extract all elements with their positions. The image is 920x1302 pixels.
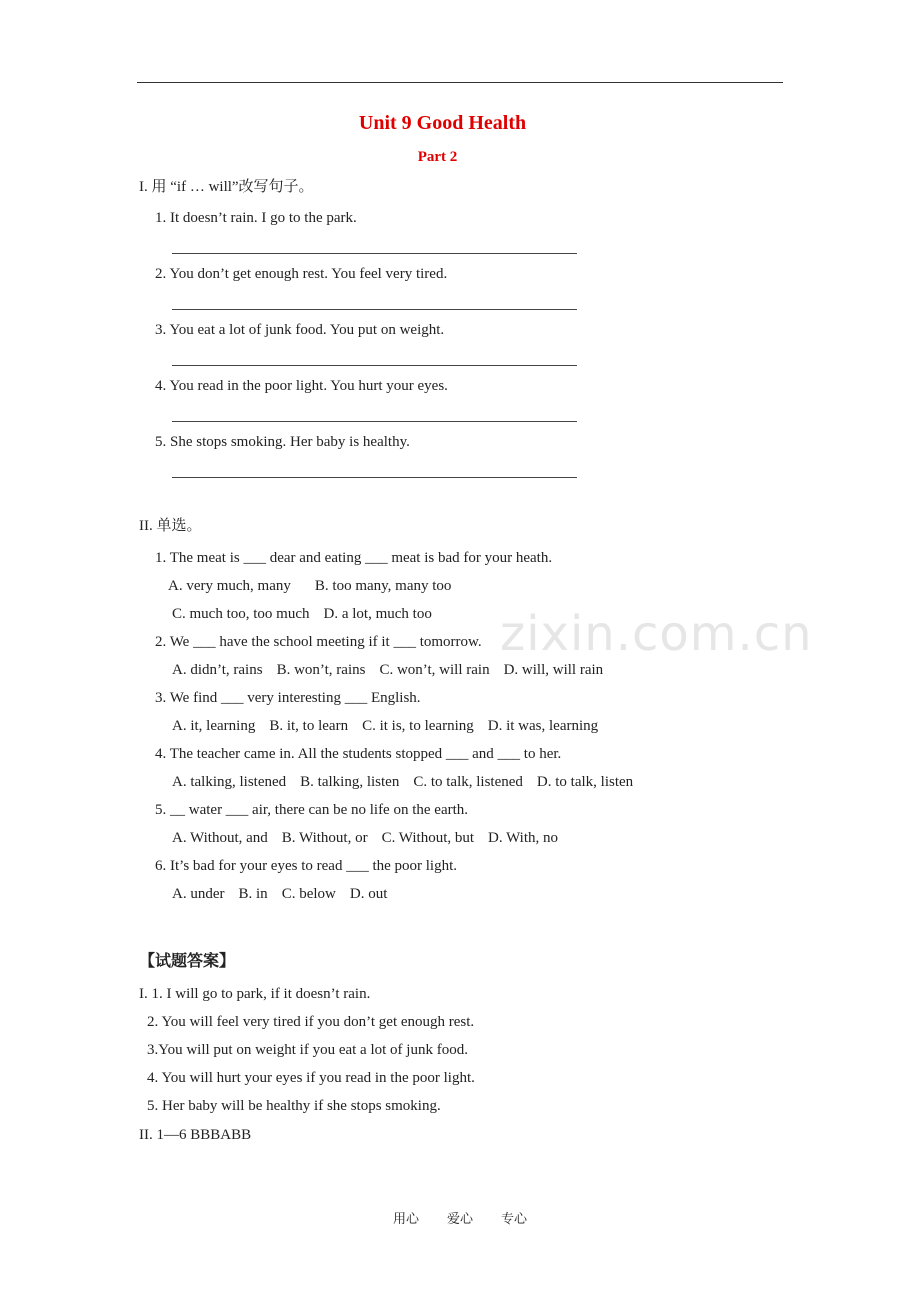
option: A. under: [172, 886, 225, 902]
option: A. it, learning: [172, 718, 256, 734]
answer-line-5: [172, 477, 577, 478]
option: D. to talk, listen: [536, 774, 634, 790]
answers-heading: 【试题答案】: [139, 951, 236, 970]
option: B. won’t, rains: [276, 662, 366, 678]
rewrite-item-3: 3. You eat a lot of junk food. You put on weight.: [155, 322, 445, 338]
answer-line-4: [172, 421, 577, 422]
answer-line: 4. You will hurt your eyes if you read in the poor light.: [147, 1070, 475, 1086]
option: C. won’t, will rain: [379, 662, 490, 678]
question-3: 3. We find ___ very interesting ___ English.: [155, 690, 421, 706]
option: D. it was, learning: [487, 718, 599, 734]
option: C. to talk, listened: [413, 774, 523, 790]
question-6-options: [172, 885, 401, 903]
option: A. didn’t, rains: [172, 662, 263, 678]
answer-line: 5. Her baby will be healthy if she stops smoking.: [147, 1098, 441, 1114]
option: B. in: [238, 886, 268, 902]
option: A. Without, and: [172, 830, 268, 846]
footer-text: 专心: [501, 1212, 528, 1227]
question-2: 2. We ___ have the school meeting if it ___ tomorrow.: [155, 634, 482, 650]
rewrite-item-5: 5. She stops smoking. Her baby is healthy.: [155, 434, 410, 450]
option: A. very much, many: [168, 578, 291, 594]
section2-heading: II. 单选。: [139, 518, 202, 534]
option: C. much too, too much: [172, 606, 310, 622]
answer-line: I. 1. I will go to park, if it doesn’t rain.: [139, 986, 371, 1002]
footer-text: 用心: [392, 1212, 419, 1227]
question-1: 1. The meat is ___ dear and eating ___ meat is bad for your heath.: [155, 550, 553, 566]
option: C. Without, but: [381, 830, 475, 846]
footer: [0, 1208, 920, 1227]
option: B. Without, or: [281, 830, 368, 846]
question-1-options-b: [172, 605, 446, 623]
option: D. a lot, much too: [323, 606, 432, 622]
question-6: 6. It’s bad for your eyes to read ___ the poor light.: [155, 858, 458, 874]
page-subtitle: Part 2: [417, 149, 458, 165]
answer-line: II. 1—6 BBBABB: [139, 1127, 252, 1143]
question-3-options: [172, 717, 612, 735]
rewrite-item-2: 2. You don’t get enough rest. You feel very tired.: [155, 266, 448, 282]
section1-heading: I. 用 “if … will”改写句子。: [139, 179, 314, 195]
option: D. With, no: [488, 830, 559, 846]
answer-line-3: [172, 365, 577, 366]
option: A. talking, listened: [172, 774, 287, 790]
answer-line-1: [172, 253, 577, 254]
answer-line: 2. You will feel very tired if you don’t get enough rest.: [147, 1014, 475, 1030]
watermark: zixin.com.cn: [500, 606, 813, 662]
header-rule: [137, 82, 783, 83]
question-5: 5. __ water ___ air, there can be no life on the earth.: [155, 802, 469, 818]
option: D. out: [349, 886, 388, 902]
page-title: Unit 9 Good Health: [358, 112, 527, 134]
question-2-options: [172, 661, 617, 679]
answer-line: 3.You will put on weight if you eat a lot of junk food.: [147, 1042, 468, 1058]
question-4-options: [172, 773, 647, 791]
option: C. below: [281, 886, 336, 902]
option: B. too many, many too: [314, 578, 452, 594]
question-1-options-a: [168, 577, 465, 595]
rewrite-item-1: 1. It doesn’t rain. I go to the park.: [155, 210, 357, 226]
option: B. it, to learn: [269, 718, 349, 734]
option: B. talking, listen: [300, 774, 400, 790]
option: D. will, will rain: [503, 662, 604, 678]
footer-text: 爱心: [446, 1212, 473, 1227]
rewrite-item-4: 4. You read in the poor light. You hurt your eyes.: [155, 378, 448, 394]
question-4: 4. The teacher came in. All the students stopped ___ and ___ to her.: [155, 746, 562, 762]
option: C. it is, to learning: [362, 718, 474, 734]
question-5-options: [172, 829, 572, 847]
answer-line-2: [172, 309, 577, 310]
